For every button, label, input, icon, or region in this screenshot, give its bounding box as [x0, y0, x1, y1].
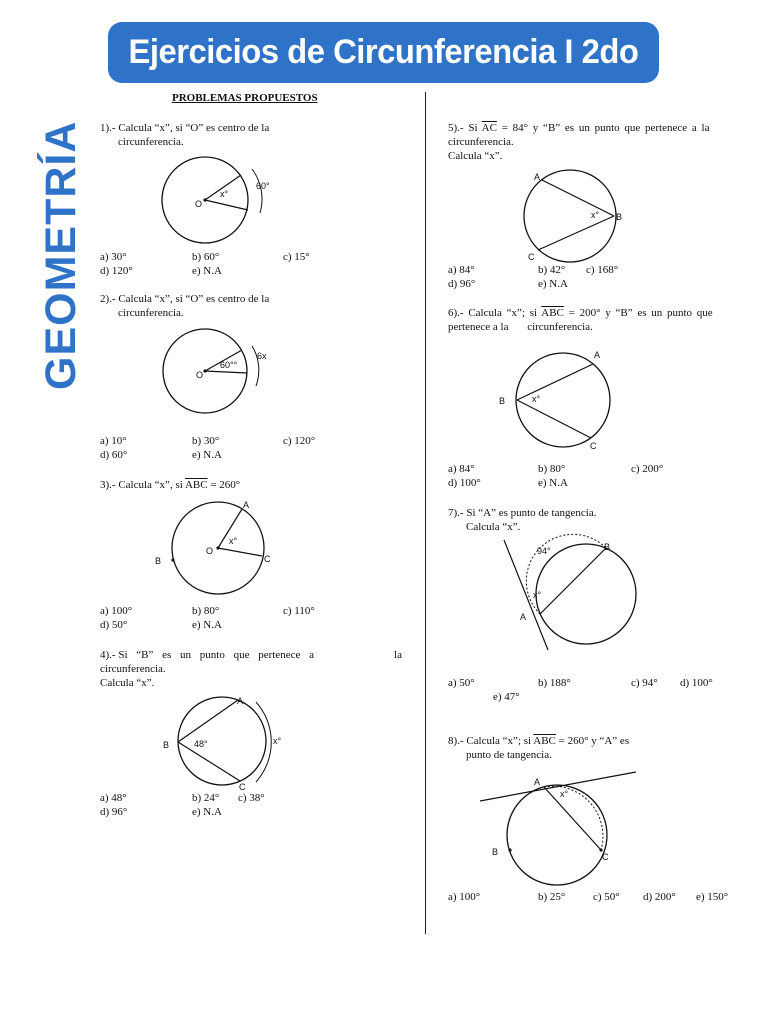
problem-6-point-c: C — [590, 441, 597, 451]
problem-7-x-label: x° — [533, 590, 542, 600]
problem-1-angle-label: 60° — [256, 181, 270, 191]
problem-2-figure — [160, 328, 280, 418]
problem-7-options: a) 50° b) 188° c) 94° d) 100° e) 47° — [448, 677, 713, 703]
problem-1-figure — [160, 155, 280, 245]
problem-1-x-label: x° — [220, 189, 229, 199]
problem-5-options: a) 84° b) 42° c) 168° d) 96° e) N.A — [448, 264, 619, 290]
title-banner: Ejercicios de Circunferencia I 2do Sec — [108, 22, 659, 83]
problem-7-angle-label: 94° — [537, 546, 551, 556]
problem-2-x-label: 6x — [257, 351, 267, 361]
problem-3-center-label: O — [206, 546, 214, 556]
problem-3-point-b: B — [155, 556, 162, 566]
problem-5-point-c: C — [528, 252, 535, 262]
problem-8-statement: 8).- Calcula “x”; si $\overline{ABC} = 260^\circ$ y “A” es punto de tangencia. — [448, 735, 630, 761]
problem-3-x-label: x° — [229, 536, 238, 546]
problem-8-point-b: B — [492, 847, 499, 857]
column-divider — [425, 92, 426, 934]
problem-1-center-label: O — [195, 199, 203, 209]
problem-7-point-a: A — [520, 612, 527, 622]
problem-8-point-c: C — [602, 852, 609, 862]
problem-6-options: a) 84° b) 80° c) 200° d) 100° e) N.A — [448, 463, 664, 489]
problem-1-statement: 1).- Calcula “x”, si “O” es centro de la circunferencia. — [100, 122, 270, 148]
side-label: GEOMETRÍA — [37, 120, 85, 390]
problem-3-point-a: A — [243, 500, 250, 510]
problem-8-point-a: A — [534, 777, 541, 787]
problem-7-figure — [500, 538, 640, 653]
problem-3-statement: 3).- Calcula “x”, si $\overline{ABC} = 260^\circ$ — [100, 479, 241, 491]
problem-8-figure — [478, 770, 640, 885]
problem-3-figure — [152, 498, 282, 598]
problem-6-figure — [495, 348, 625, 453]
problem-4-x-label: x° — [273, 736, 282, 746]
problem-6-statement: 6).- Calcula “x”; si $\overline{ABC} = 200^\circ$ y “B” es un punto que pertenece a la circunferencia. — [448, 307, 713, 333]
problem-5-statement: 5).- Si $\overline{AC} = 84^\circ$ y “B” es un punto que pertenece a la circunferencia. Calcula “x”. — [448, 122, 710, 162]
problem-2-angle-label: 60°° — [220, 360, 238, 370]
problem-6-point-b: B — [499, 396, 506, 406]
problem-2-center-label: O — [196, 370, 204, 380]
problem-7-point-b: B — [604, 542, 611, 552]
section-heading: PROBLEMAS PROPUESTOS — [172, 92, 318, 104]
problem-5-point-a: A — [534, 172, 541, 182]
problem-2-options: a) 10° b) 30° c) 120° d) 60° e) N.A — [100, 435, 316, 461]
problem-5-point-b: B — [616, 212, 623, 222]
problem-1-options: a) 30° b) 60° c) 15° d) 120° e) N.A — [100, 251, 310, 277]
problem-6-point-a: A — [594, 350, 601, 360]
problem-3-options: a) 100° b) 80° c) 110° d) 50° e) N.A — [100, 605, 315, 631]
problem-5-x-label: x° — [591, 210, 600, 220]
problem-4-figure — [160, 694, 290, 792]
problem-2-statement: 2).- Calcula “x”, si “O” es centro de la circunferencia. — [100, 293, 270, 319]
problem-8-x-label: x° — [560, 789, 569, 799]
problem-4-angle-label: 48° — [194, 739, 208, 749]
problem-8-options: a) 100° b) 25° c) 50° d) 200° e) 150° — [448, 891, 729, 903]
problem-4-point-a: A — [237, 696, 244, 706]
problem-7-statement: 7).- Si “A” es punto de tangencia. Calcula “x”. — [448, 507, 597, 533]
problem-4-point-c: C — [239, 782, 246, 792]
problem-5-figure — [518, 170, 638, 265]
problem-4-point-b: B — [163, 740, 170, 750]
problem-6-x-label: x° — [532, 394, 541, 404]
problem-4-options: a) 48° b) 24° c) 38° d) 96° e) N.A — [100, 792, 265, 818]
problem-3-point-c: C — [264, 554, 271, 564]
problem-4-statement: 4).- Si “B” es un punto que pertenece a la circunferencia. Calcula “x”. — [100, 649, 402, 689]
